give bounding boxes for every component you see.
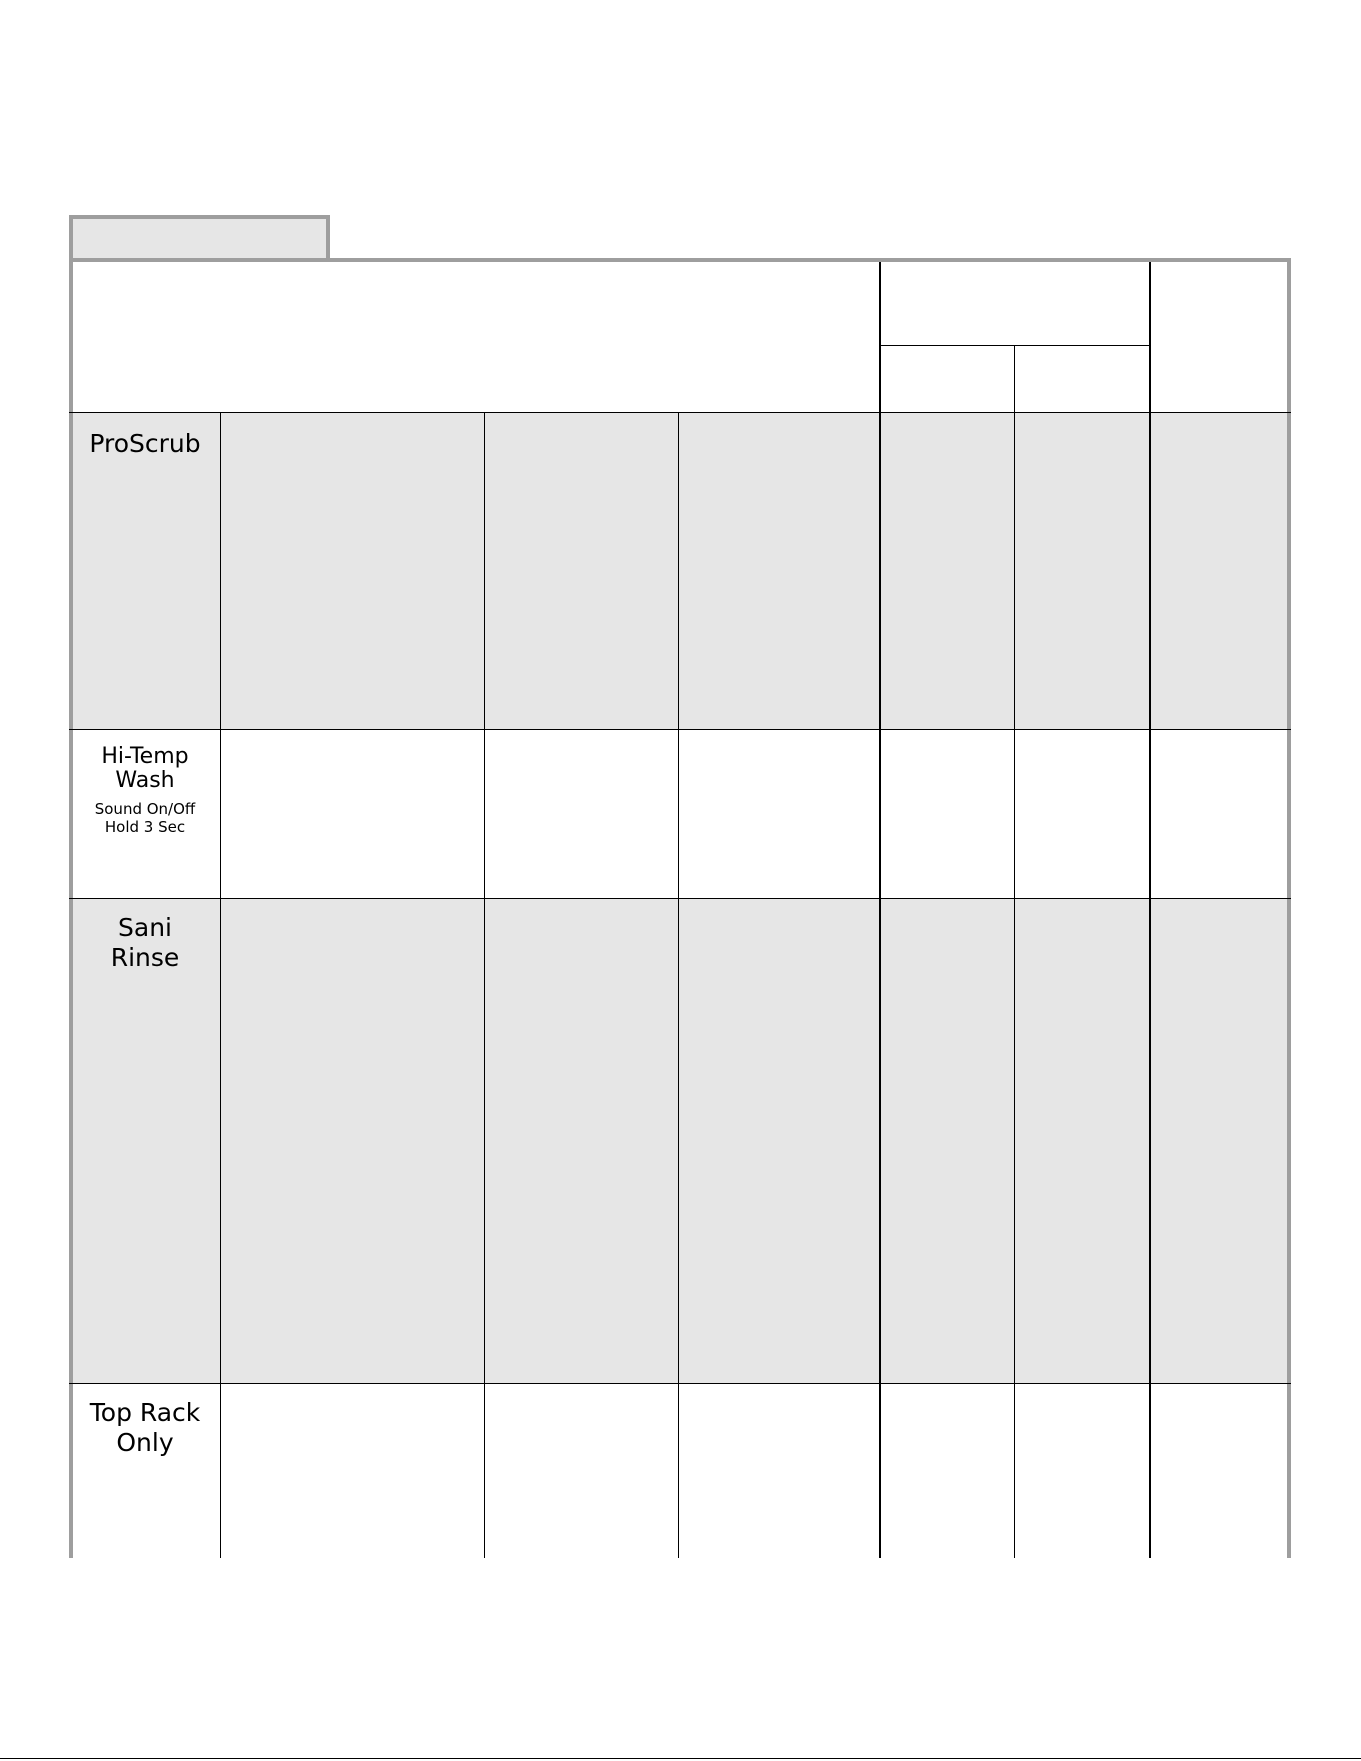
row-divider-1	[69, 729, 1291, 730]
row-divider-2	[69, 898, 1291, 899]
header-group-divider	[880, 345, 1150, 346]
col-divider-2	[484, 412, 485, 1558]
row-label-proscrub	[69, 429, 221, 459]
col-divider-1	[220, 412, 221, 1558]
sound-toggle-label: Sound On/Off	[94, 800, 196, 818]
table-top-border	[69, 258, 1290, 262]
top-rack-label-line2: Only	[116, 1428, 174, 1457]
row-sani-rinse-bg	[72, 898, 1288, 1383]
hold-duration-label: Hold 3 Sec	[104, 818, 186, 836]
col-divider-6	[1149, 262, 1151, 1558]
row-proscrub-bg	[72, 413, 1288, 729]
hi-temp-label-line1: Hi-Temp	[101, 744, 189, 769]
sani-label-line2: Rinse	[110, 943, 180, 972]
row-divider-3	[69, 1383, 1291, 1384]
header-bottom-divider	[69, 412, 1291, 413]
row-label-top-rack-only	[69, 1398, 221, 1458]
sani-label-line1: Sani	[118, 913, 172, 942]
proscrub-label: ProScrub	[89, 429, 201, 458]
row-label-sani-rinse	[69, 913, 221, 973]
table-right-border	[1287, 258, 1291, 1558]
col-divider-3	[678, 412, 679, 1558]
row-label-hi-temp-wash	[69, 745, 221, 836]
footer-rule	[0, 1758, 1361, 1759]
col-divider-4	[879, 262, 881, 1558]
col-divider-5	[1014, 345, 1015, 1558]
top-rack-label-line1: Top Rack	[89, 1398, 201, 1427]
hi-temp-label-line2: Wash	[115, 768, 175, 793]
